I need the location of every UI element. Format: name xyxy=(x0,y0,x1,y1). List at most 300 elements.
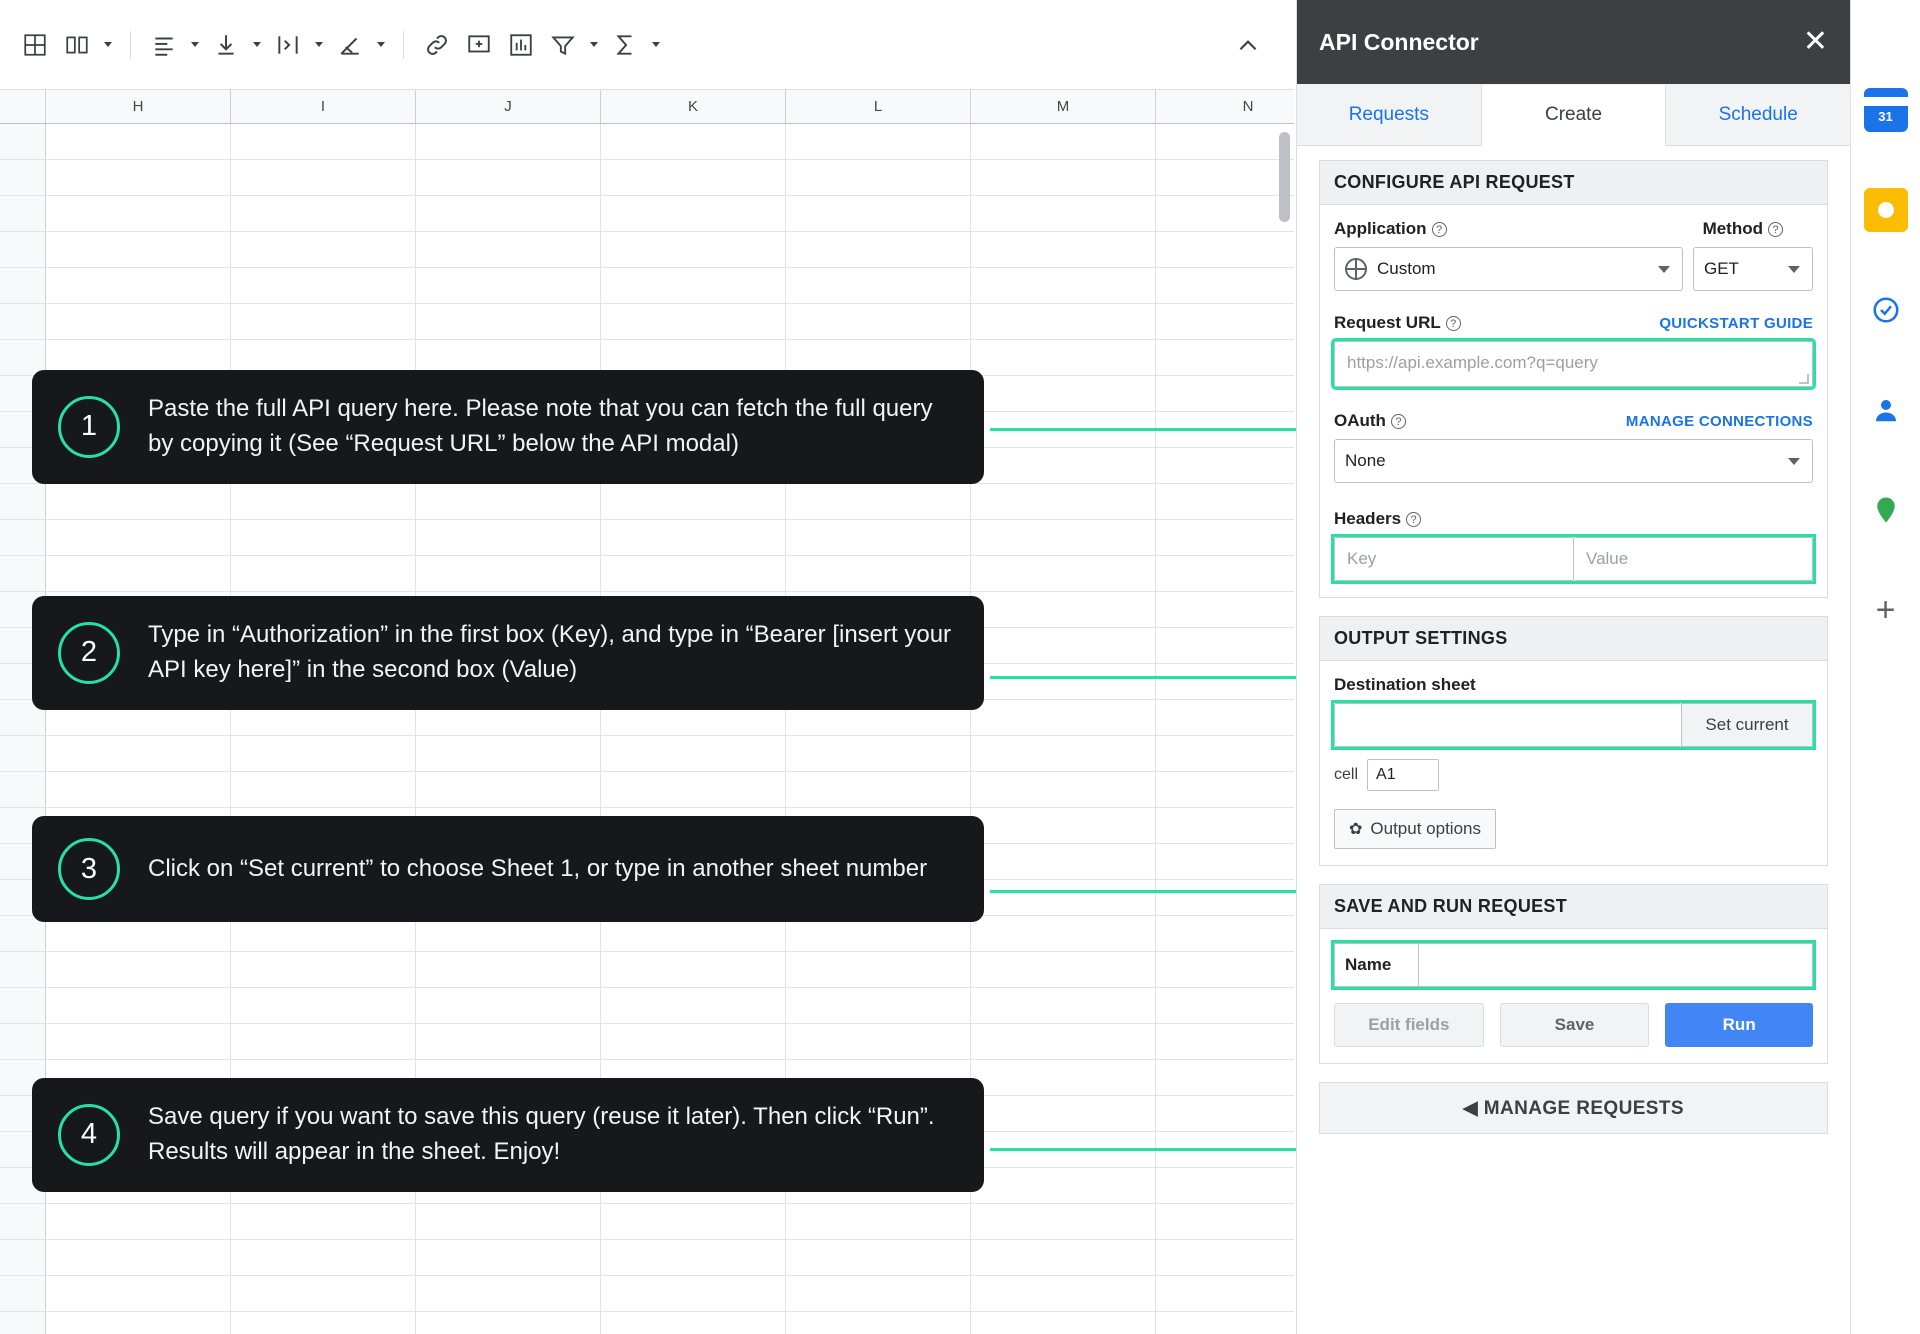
tab-schedule[interactable]: Schedule xyxy=(1718,103,1798,125)
manage-connections-link[interactable]: MANAGE CONNECTIONS xyxy=(1625,413,1813,430)
grid-cell[interactable] xyxy=(46,988,231,1024)
grid-cell[interactable] xyxy=(416,304,601,340)
merge-cells-caret-icon[interactable] xyxy=(98,24,118,66)
grid-cell[interactable] xyxy=(971,520,1156,556)
grid-cell[interactable] xyxy=(1156,808,1294,844)
column-header-H[interactable]: H xyxy=(46,90,231,123)
grid-cell[interactable] xyxy=(1156,304,1294,340)
row-header[interactable] xyxy=(0,196,46,232)
save-and-run-section xyxy=(1319,884,1828,1064)
row-header[interactable] xyxy=(0,232,46,268)
grid-cell[interactable] xyxy=(416,1204,601,1240)
google-calendar-icon[interactable] xyxy=(1864,88,1908,132)
grid-cell[interactable] xyxy=(231,988,416,1024)
grid-cell[interactable] xyxy=(601,196,786,232)
callout-2 xyxy=(32,596,984,710)
cell-label: cell xyxy=(1334,766,1359,783)
callout-text: Click on “Set current” to choose Sheet 1, or type in another sheet number xyxy=(148,854,928,882)
grid-cell[interactable] xyxy=(971,196,1156,232)
panel-tabs xyxy=(1297,84,1850,146)
row-header[interactable] xyxy=(0,484,46,520)
header-key-input[interactable]: Key xyxy=(1334,537,1574,581)
grid-cell[interactable] xyxy=(46,1240,231,1276)
grid-cell[interactable] xyxy=(786,988,971,1024)
grid-cell[interactable] xyxy=(231,1312,416,1334)
grid-cell[interactable] xyxy=(601,1024,786,1060)
row-header[interactable] xyxy=(0,988,46,1024)
grid-row[interactable] xyxy=(0,124,1294,160)
save-button[interactable]: Save xyxy=(1500,1003,1650,1047)
application-select[interactable] xyxy=(1334,247,1683,291)
oauth-select[interactable] xyxy=(1334,439,1813,483)
grid-cell[interactable] xyxy=(416,232,601,268)
grid-cell[interactable] xyxy=(46,520,231,556)
grid-cell[interactable] xyxy=(1156,376,1294,412)
callout-text: Paste the full API query here. Please note that you can fetch the full query by copying it (See “Request URL” below the API modal) xyxy=(148,395,933,457)
vertical-scrollbar[interactable] xyxy=(1279,132,1290,222)
grid-cell[interactable] xyxy=(416,1240,601,1276)
panel-body xyxy=(1297,146,1850,1064)
grid-row[interactable] xyxy=(0,484,1294,520)
grid-cell[interactable] xyxy=(46,556,231,592)
grid-cell[interactable] xyxy=(1156,124,1294,160)
close-icon[interactable]: ✕ xyxy=(1802,25,1828,58)
row-header[interactable] xyxy=(0,952,46,988)
grid-cell[interactable] xyxy=(601,268,786,304)
callout-connector-1 xyxy=(990,428,1320,431)
grid-cell[interactable] xyxy=(231,484,416,520)
grid-cell[interactable] xyxy=(601,160,786,196)
oauth-label-text: OAuth xyxy=(1334,411,1386,430)
row-header[interactable] xyxy=(0,304,46,340)
grid-cell[interactable] xyxy=(46,772,231,808)
grid-cell[interactable] xyxy=(416,1276,601,1312)
grid-cell[interactable] xyxy=(601,952,786,988)
oauth-value: None xyxy=(1345,451,1386,470)
grid-cell[interactable] xyxy=(786,772,971,808)
grid-cell[interactable] xyxy=(971,880,1156,916)
grid-cell[interactable] xyxy=(46,1024,231,1060)
row-header[interactable] xyxy=(0,1024,46,1060)
grid-cell[interactable] xyxy=(46,124,231,160)
grid-cell[interactable] xyxy=(231,232,416,268)
grid-cell[interactable] xyxy=(971,1024,1156,1060)
functions-icon[interactable] xyxy=(604,24,646,66)
grid-cell[interactable] xyxy=(231,556,416,592)
grid-cell[interactable] xyxy=(971,124,1156,160)
grid-cell[interactable] xyxy=(786,304,971,340)
edit-fields-button[interactable]: Edit fields xyxy=(1334,1003,1484,1047)
manage-requests-button[interactable]: ◀ MANAGE REQUESTS xyxy=(1319,1082,1828,1134)
grid-cell[interactable] xyxy=(1156,952,1294,988)
row-header[interactable] xyxy=(0,124,46,160)
grid-cell[interactable] xyxy=(971,808,1156,844)
grid-cell[interactable] xyxy=(971,304,1156,340)
grid-cell[interactable] xyxy=(786,232,971,268)
grid-cell[interactable] xyxy=(601,520,786,556)
grid-cell[interactable] xyxy=(1156,628,1294,664)
grid-cell[interactable] xyxy=(231,304,416,340)
grid-cell[interactable] xyxy=(231,1204,416,1240)
grid-cell[interactable] xyxy=(971,1168,1156,1204)
grid-cell[interactable] xyxy=(46,268,231,304)
grid-cell[interactable] xyxy=(416,160,601,196)
filter-icon[interactable] xyxy=(542,24,584,66)
vertical-align-icon[interactable] xyxy=(205,24,247,66)
grid-cell[interactable] xyxy=(1156,448,1294,484)
grid-cell[interactable] xyxy=(786,1276,971,1312)
request-url-placeholder: https://api.example.com?q=query xyxy=(1347,353,1598,372)
grid-cell[interactable] xyxy=(601,1240,786,1276)
callout-number: 3 xyxy=(58,838,120,900)
grid-cell[interactable] xyxy=(786,520,971,556)
output-settings-heading: OUTPUT SETTINGS xyxy=(1320,617,1827,661)
grid-row[interactable] xyxy=(0,1240,1294,1276)
grid-cell[interactable] xyxy=(786,736,971,772)
grid-cell[interactable] xyxy=(416,556,601,592)
insert-comment-icon[interactable] xyxy=(458,24,500,66)
row-header[interactable] xyxy=(0,520,46,556)
grid-cell[interactable] xyxy=(971,1240,1156,1276)
grid-cell[interactable] xyxy=(1156,844,1294,880)
google-side-rail xyxy=(1850,0,1920,1334)
help-icon[interactable]: ? xyxy=(1768,222,1783,237)
grid-cell[interactable] xyxy=(416,1312,601,1334)
grid-cell[interactable] xyxy=(601,736,786,772)
google-tasks-icon[interactable] xyxy=(1864,288,1908,332)
grid-cell[interactable] xyxy=(231,160,416,196)
grid-cell[interactable] xyxy=(46,1276,231,1312)
row-header[interactable] xyxy=(0,1240,46,1276)
grid-cell[interactable] xyxy=(971,1096,1156,1132)
headers-label xyxy=(1334,509,1813,529)
row-header[interactable] xyxy=(0,556,46,592)
grid-cell[interactable] xyxy=(971,664,1156,700)
grid-cell[interactable] xyxy=(1156,232,1294,268)
grid-cell[interactable] xyxy=(46,232,231,268)
text-rotation-icon[interactable] xyxy=(329,24,371,66)
grid-row[interactable] xyxy=(0,520,1294,556)
spreadsheet-toolbar xyxy=(0,0,1294,90)
grid-cell[interactable] xyxy=(416,520,601,556)
grid-cell[interactable] xyxy=(1156,268,1294,304)
grid-cell[interactable] xyxy=(601,1312,786,1334)
borders-icon[interactable] xyxy=(14,24,56,66)
grid-cell[interactable] xyxy=(971,1312,1156,1334)
column-header-N[interactable]: N xyxy=(1156,90,1294,123)
grid-cell[interactable] xyxy=(1156,736,1294,772)
grid-row[interactable] xyxy=(0,1276,1294,1312)
text-wrap-caret-icon[interactable] xyxy=(309,24,329,66)
request-url-input[interactable] xyxy=(1334,341,1813,387)
grid-cell[interactable] xyxy=(971,1204,1156,1240)
merge-cells-icon[interactable] xyxy=(56,24,98,66)
grid-row[interactable] xyxy=(0,988,1294,1024)
grid-cell[interactable] xyxy=(971,844,1156,880)
grid-cell[interactable] xyxy=(416,952,601,988)
grid-cell[interactable] xyxy=(971,448,1156,484)
column-headers xyxy=(0,90,1294,124)
grid-cell[interactable] xyxy=(46,736,231,772)
grid-row[interactable] xyxy=(0,1204,1294,1240)
google-keep-icon[interactable] xyxy=(1864,188,1908,232)
grid-cell[interactable] xyxy=(786,484,971,520)
grid-cell[interactable] xyxy=(971,772,1156,808)
grid-cell[interactable] xyxy=(971,1276,1156,1312)
grid-cell[interactable] xyxy=(1156,1276,1294,1312)
panel-header xyxy=(1297,0,1850,84)
grid-cell[interactable] xyxy=(231,1024,416,1060)
row-header[interactable] xyxy=(0,1312,46,1334)
callout-number: 4 xyxy=(58,1104,120,1166)
configure-api-request-section xyxy=(1319,160,1828,598)
grid-row[interactable] xyxy=(0,196,1294,232)
google-contacts-icon[interactable] xyxy=(1864,388,1908,432)
grid-cell[interactable] xyxy=(1156,1204,1294,1240)
globe-icon xyxy=(1345,258,1367,280)
header-value-input[interactable]: Value xyxy=(1574,537,1813,581)
set-current-button[interactable]: Set current xyxy=(1681,703,1813,747)
google-maps-icon[interactable] xyxy=(1864,488,1908,532)
grid-cell[interactable] xyxy=(1156,1060,1294,1096)
chevron-down-icon xyxy=(1788,266,1800,273)
grid-cell[interactable] xyxy=(231,1240,416,1276)
grid-cell[interactable] xyxy=(971,376,1156,412)
grid-cell[interactable] xyxy=(416,1024,601,1060)
help-icon[interactable]: ? xyxy=(1446,316,1461,331)
grid-cell[interactable] xyxy=(786,124,971,160)
cell-input[interactable]: A1 xyxy=(1367,759,1439,791)
name-row xyxy=(1334,943,1813,987)
grid-cell[interactable] xyxy=(971,556,1156,592)
grid-cell[interactable] xyxy=(971,988,1156,1024)
grid-cell[interactable] xyxy=(1156,1096,1294,1132)
help-icon[interactable]: ? xyxy=(1391,414,1406,429)
method-select[interactable] xyxy=(1693,247,1813,291)
functions-caret-icon[interactable] xyxy=(646,24,666,66)
grid-cell[interactable] xyxy=(1156,592,1294,628)
callout-number: 2 xyxy=(58,622,120,684)
grid-cell[interactable] xyxy=(601,304,786,340)
grid-cell[interactable] xyxy=(971,592,1156,628)
grid-cell[interactable] xyxy=(1156,880,1294,916)
filter-caret-icon[interactable] xyxy=(584,24,604,66)
grid-cell[interactable] xyxy=(601,988,786,1024)
row-header[interactable] xyxy=(0,1276,46,1312)
calendar-day-number: 31 xyxy=(1878,108,1893,124)
grid-cell[interactable] xyxy=(1156,520,1294,556)
vertical-align-caret-icon[interactable] xyxy=(247,24,267,66)
request-url-label-text: Request URL xyxy=(1334,313,1441,332)
grid-cell[interactable] xyxy=(971,952,1156,988)
grid-cell[interactable] xyxy=(1156,1024,1294,1060)
grid-cell[interactable] xyxy=(971,700,1156,736)
grid-cell[interactable] xyxy=(416,484,601,520)
grid-cell[interactable] xyxy=(786,268,971,304)
grid-cell[interactable] xyxy=(231,196,416,232)
help-icon[interactable]: ? xyxy=(1406,512,1421,527)
row-header[interactable] xyxy=(0,268,46,304)
grid-cell[interactable] xyxy=(786,1312,971,1334)
grid-cell[interactable] xyxy=(1156,160,1294,196)
callout-text: Save query if you want to save this query (reuse it later). Then click “Run”. Results will appear in the sheet. Enjoy! xyxy=(148,1103,935,1165)
callout-number: 1 xyxy=(58,396,120,458)
grid-row[interactable] xyxy=(0,556,1294,592)
grid-cell[interactable] xyxy=(786,196,971,232)
grid-cell[interactable] xyxy=(971,628,1156,664)
horizontal-align-icon[interactable] xyxy=(143,24,185,66)
quickstart-guide-link[interactable]: QUICKSTART GUIDE xyxy=(1659,315,1813,332)
grid-cell[interactable] xyxy=(971,340,1156,376)
column-header-K[interactable]: K xyxy=(601,90,786,123)
add-apps-button[interactable]: + xyxy=(1875,590,1896,629)
grid-cell[interactable] xyxy=(601,124,786,160)
grid-row[interactable] xyxy=(0,952,1294,988)
grid-cell[interactable] xyxy=(971,1060,1156,1096)
gear-icon: ✿ xyxy=(1349,821,1363,838)
method-label-text: Method xyxy=(1702,219,1763,238)
tab-create[interactable]: Create xyxy=(1482,85,1667,146)
column-header-M[interactable]: M xyxy=(971,90,1156,123)
grid-cell[interactable] xyxy=(1156,1240,1294,1276)
grid-row[interactable] xyxy=(0,268,1294,304)
grid-cell[interactable] xyxy=(601,1204,786,1240)
grid-cell[interactable] xyxy=(1156,1312,1294,1334)
grid-cell[interactable] xyxy=(416,772,601,808)
grid-cell[interactable] xyxy=(601,1276,786,1312)
grid-cell[interactable] xyxy=(416,124,601,160)
application-label-text: Application xyxy=(1334,219,1427,238)
grid-cell[interactable] xyxy=(1156,484,1294,520)
grid-cell[interactable] xyxy=(231,520,416,556)
method-value: GET xyxy=(1704,259,1739,278)
insert-link-icon[interactable] xyxy=(416,24,458,66)
row-header[interactable] xyxy=(0,160,46,196)
grid-cell[interactable] xyxy=(231,736,416,772)
grid-row[interactable] xyxy=(0,1312,1294,1334)
method-label xyxy=(1703,219,1783,239)
grid-cell[interactable] xyxy=(971,916,1156,952)
column-header-J[interactable]: J xyxy=(416,90,601,123)
row-header[interactable] xyxy=(0,736,46,772)
chevron-down-icon xyxy=(1788,458,1800,465)
grid-cell[interactable] xyxy=(786,1204,971,1240)
grid-cell[interactable] xyxy=(971,736,1156,772)
grid-row[interactable] xyxy=(0,772,1294,808)
resize-grip-icon[interactable] xyxy=(1799,374,1809,384)
grid-cell[interactable] xyxy=(231,772,416,808)
destination-sheet-input[interactable] xyxy=(1334,703,1681,747)
callout-1 xyxy=(32,370,984,484)
output-options-button[interactable] xyxy=(1334,809,1496,849)
grid-cell[interactable] xyxy=(786,1024,971,1060)
api-connector-panel xyxy=(1296,0,1850,1334)
horizontal-align-caret-icon[interactable] xyxy=(185,24,205,66)
grid-cell[interactable] xyxy=(416,988,601,1024)
grid-cell[interactable] xyxy=(231,952,416,988)
grid-cell[interactable] xyxy=(416,736,601,772)
collapse-toolbar-icon[interactable] xyxy=(1228,26,1268,66)
grid-cell[interactable] xyxy=(1156,988,1294,1024)
action-buttons xyxy=(1334,1003,1813,1047)
select-all-corner[interactable] xyxy=(0,90,46,123)
grid-cell[interactable] xyxy=(601,772,786,808)
grid-cell[interactable] xyxy=(1156,340,1294,376)
column-header-I[interactable]: I xyxy=(231,90,416,123)
grid-cell[interactable] xyxy=(46,304,231,340)
grid-row[interactable] xyxy=(0,160,1294,196)
grid-cell[interactable] xyxy=(231,1276,416,1312)
grid-cell[interactable] xyxy=(601,232,786,268)
grid-cell[interactable] xyxy=(46,952,231,988)
headers-label-text: Headers xyxy=(1334,509,1402,528)
run-button[interactable]: Run xyxy=(1665,1003,1813,1047)
grid-row[interactable] xyxy=(0,736,1294,772)
request-url-label xyxy=(1334,313,1461,333)
grid-cell[interactable] xyxy=(46,196,231,232)
grid-cell[interactable] xyxy=(46,484,231,520)
chevron-down-icon xyxy=(1658,266,1670,273)
output-options-label: Output options xyxy=(1370,819,1481,838)
grid-cell[interactable] xyxy=(1156,700,1294,736)
grid-cell[interactable] xyxy=(416,268,601,304)
toolbar-divider xyxy=(130,31,131,59)
grid-cell[interactable] xyxy=(786,1240,971,1276)
grid-cell[interactable] xyxy=(416,196,601,232)
tab-requests[interactable]: Requests xyxy=(1297,84,1482,145)
grid-cell[interactable] xyxy=(46,1312,231,1334)
grid-cell[interactable] xyxy=(786,556,971,592)
callout-4 xyxy=(32,1078,984,1192)
grid-cell[interactable] xyxy=(1156,196,1294,232)
grid-cell[interactable] xyxy=(231,268,416,304)
application-label xyxy=(1334,219,1447,239)
grid-row[interactable] xyxy=(0,232,1294,268)
text-rotation-caret-icon[interactable] xyxy=(371,24,391,66)
destination-row xyxy=(1334,703,1813,747)
grid-cell[interactable] xyxy=(786,952,971,988)
insert-chart-icon[interactable] xyxy=(500,24,542,66)
help-icon[interactable]: ? xyxy=(1432,222,1447,237)
grid-cell[interactable] xyxy=(971,232,1156,268)
grid-cell[interactable] xyxy=(971,484,1156,520)
grid-cell[interactable] xyxy=(971,160,1156,196)
grid-row[interactable] xyxy=(0,304,1294,340)
grid-cell[interactable] xyxy=(1156,556,1294,592)
grid-cell[interactable] xyxy=(1156,772,1294,808)
configure-section-heading: CONFIGURE API REQUEST xyxy=(1320,161,1827,205)
grid-cell[interactable] xyxy=(231,124,416,160)
column-header-L[interactable]: L xyxy=(786,90,971,123)
grid-row[interactable] xyxy=(0,1024,1294,1060)
grid-cell[interactable] xyxy=(1156,1168,1294,1204)
grid-cell[interactable] xyxy=(971,268,1156,304)
row-header[interactable] xyxy=(0,772,46,808)
grid-cell[interactable] xyxy=(601,556,786,592)
grid-cell[interactable] xyxy=(46,1204,231,1240)
grid-cell[interactable] xyxy=(1156,664,1294,700)
grid-cell[interactable] xyxy=(601,484,786,520)
grid-cell[interactable] xyxy=(786,160,971,196)
name-input[interactable] xyxy=(1418,943,1813,987)
callout-connector-3 xyxy=(990,890,1320,893)
name-label: Name xyxy=(1334,943,1418,987)
grid-cell[interactable] xyxy=(46,160,231,196)
text-wrap-icon[interactable] xyxy=(267,24,309,66)
grid-cell[interactable] xyxy=(1156,916,1294,952)
row-header[interactable] xyxy=(0,916,46,952)
row-header[interactable] xyxy=(0,1204,46,1240)
